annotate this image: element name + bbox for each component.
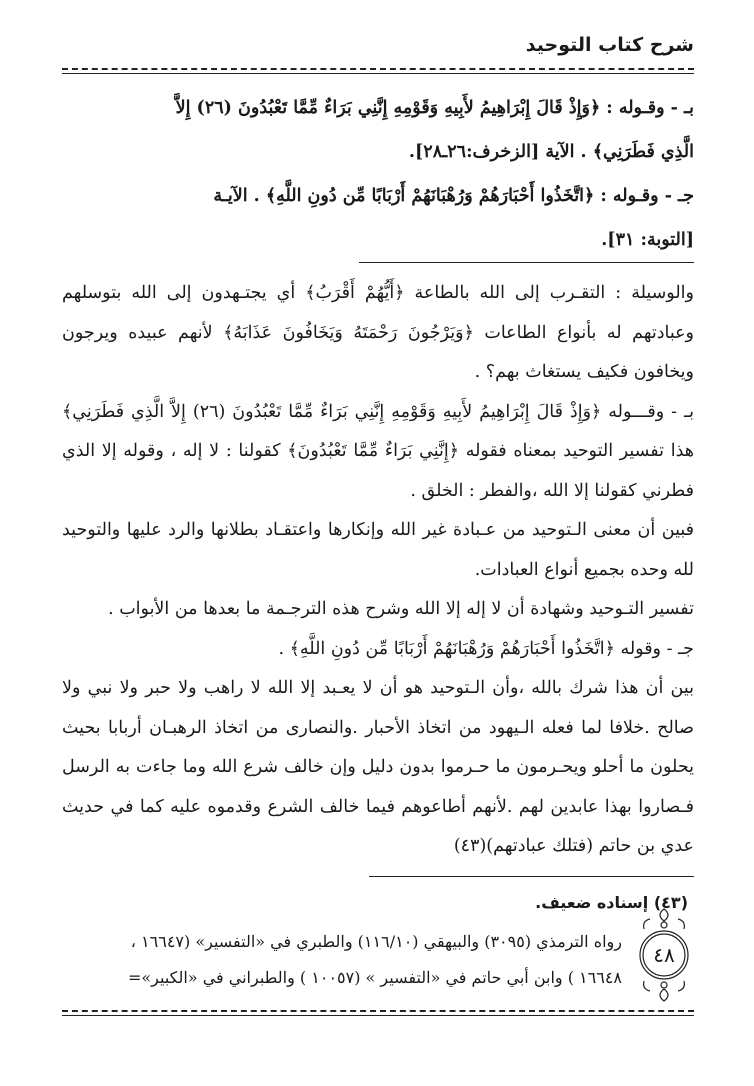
commentary-body xyxy=(62,274,694,867)
paragraph-meaning: فبين أن معنى الـتوحيد من عـبادة غير الله وإنكارها واعتقـاد بطلانها والرد عليها والتوحيد لله وحده بجميع أنواع العبادات. xyxy=(62,520,694,580)
quoted-verses-block xyxy=(62,86,694,262)
running-header-title: شرح كتاب التوحيد xyxy=(525,34,694,56)
paragraph-verse-b: بـ - وقـــوله ﴿وَإِذْ قَالَ إِبْرَاهِيمُ لأَبِيهِ وَقَوْمِهِ إِنَّنِي بَرَاءٌ مِّمَّا تَعْبُدُونَ (٢٦) إِلاَّ الَّذِي فَطَرَنِي﴾ هذا تفسير التوحيد بمعناه فقوله ﴿إِنَّنِي بَرَاءٌ مِّمَّا تَعْبُدُونَ﴾ كقولنا : لا إله ، وقوله إلا الذي فطرني كقولنا إلا الله ،والفطر : الخلق . xyxy=(62,401,694,501)
header-rule xyxy=(62,68,694,74)
footnote-text xyxy=(62,924,622,996)
page-number: ٤٨ xyxy=(653,943,675,967)
section-divider xyxy=(359,262,694,263)
verse-b-line-1: بـ - وقـوله : ﴿وَإِذْ قَالَ إِبْرَاهِيمُ لأَبِيهِ وَقَوْمِهِ إِنَّنِي بَرَاءٌ مِّمَّا تَعْبُدُونَ (٢٦) إِلاَّ xyxy=(175,98,694,118)
verse-b-line-2: الَّذِي فَطَرَنِي﴾ . الآية [الزخرف:٢٦ـ٢٨]. xyxy=(408,142,694,162)
footnote-line-1: رواه الترمذي (٣٠٩٥) والبيهقي (١١٦/١٠) والطبري في «التفسير» (١٦٦٤٧ ، xyxy=(130,932,622,951)
footnote-rule xyxy=(369,876,694,877)
paragraph-verse-j: جـ - وقوله ﴿اتَّخَذُوا أَحْبَارَهُمْ وَرُهْبَانَهُمْ أَرْبَابًا مِّن دُونِ اللَّهِ﴾ . xyxy=(278,638,694,659)
footnote-line-2: ١٦٦٤٨ ) وابن أبي حاتم في «التفسير » (١٠٠٥٧ ) والطبراني في «الكبير»= xyxy=(127,968,622,987)
verse-j-line-1: جـ - وقـوله : ﴿اتَّخَذُوا أَحْبَارَهُمْ وَرُهْبَانَهُمْ أَرْبَابًا مِّن دُونِ اللَّهِ﴾ . الآيـة xyxy=(213,186,694,206)
paragraph-wasila: والوسيلة : التقـرب إلى الله بالطاعة ﴿أَيُّهُمْ أَقْرَبُ﴾ أي يجتـهدون إلى الله بتوسلهم وعبادتهم له بأنواع الطاعات ﴿وَيَرْجُونَ رَحْمَتَهُ وَيَخَافُونَ عَذَابَهُ﴾ لأنهم عبيده ويرجون ويخافون فكيف يستغاث بهم؟ . xyxy=(62,283,694,382)
paragraph-tafsir: تفسير التـوحيد وشهادة أن لا إله إلا الله وشرح هذه الترجـمة ما بعدها من الأبواب . xyxy=(108,599,694,619)
footnote-title: (٤٣) إسناده ضعيف. xyxy=(535,893,688,912)
paragraph-shirk: بين أن هذا شرك بالله ،وأن الـتوحيد هو أن لا يعـبد إلا الله لا راهب ولا حبر ولا نبي ولا صالح .خلافا لما فعله الـيهود من اتخاذ الأحبار .والنصارى من اتخاذ الرهبـان أربابا بحيث يحلون ما أحلو ويحـرمون ما حـرموا بدون دليل وإن خالف شرع الله وما جاءت به الرسل فـصاروا بهذا عابدين لهم .لأنهم أطاعوهم فيما خالف الشرع وقدموه عليه كما في حديث عدي بن حاتم (فتلك عبادتهم)(٤٣) xyxy=(62,678,694,856)
footer-rule xyxy=(62,1010,694,1016)
verse-j-line-2: [التوبة: ٣١]. xyxy=(601,230,694,250)
